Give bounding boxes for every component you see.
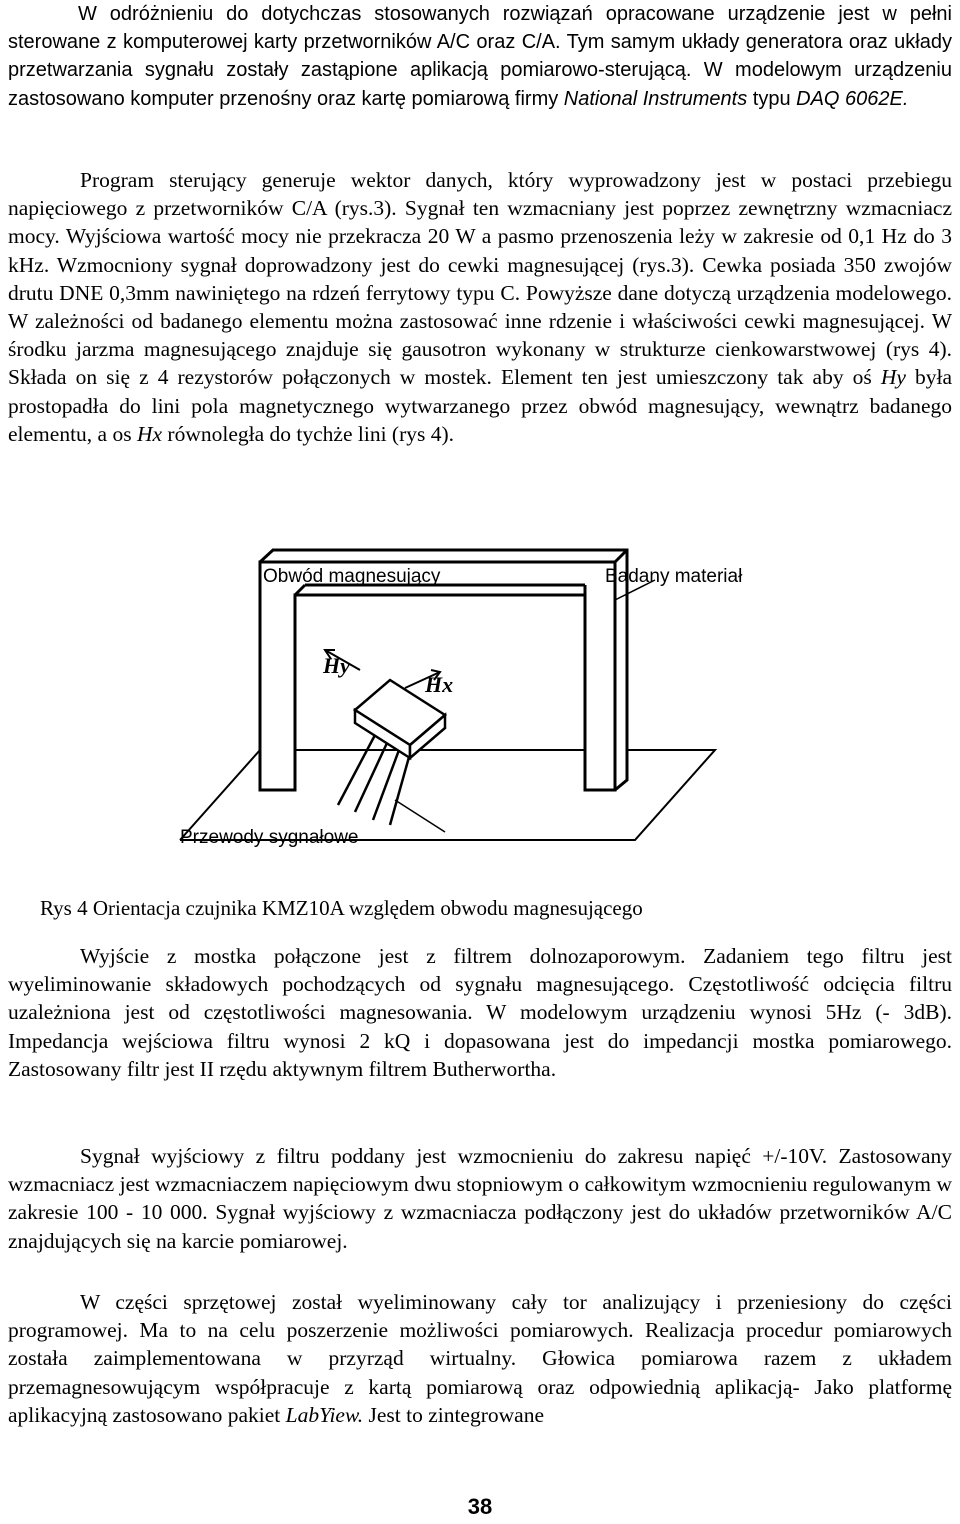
paragraph-4 <box>8 1142 952 1255</box>
paragraph-2 <box>8 166 952 448</box>
paragraph-2-text: Program sterujący generuje wektor danych, który wyprowadzony jest w postaci przebiegu napięciowego z przetworników C/A (rys.3). Sygnał ten wzmacniany jest poprzez zewnętrzny wzmacniacz mocy. Wyjściowa wartość mocy nie przekracza 20 W a pasmo przenoszenia leży w zakresie od 0,1 Hz do 3 kHz. Wzmocniony sygnał doprowadzony jest do cewki magnesującej (rys.3). Cewka posiada 350 zwojów drutu DNE 0,3mm nawiniętego na rdzeń ferrytowy typu C. Powyższe dane dotyczą urządzenia modelowego. W zależności od badanego elementu można zastosować inne rdzenie i właściwości cewki magnesującej. W środku jarzma magnesującego znajduje się gausotron wykonany w strukturze cienkowarstwowej (rys 4). Składa on się z 4 rezystorów połączonych w mostek. Element ten jest umieszczony tak aby oś <box>8 168 952 390</box>
paragraph-1-text: W odróżnieniu do dotychczas stosowanych rozwiązań opracowane urządzenie jest w pełni sterowane z komputerowej karty przetworników A/C oraz C/A. Tym samym układy generatora oraz układy przetwarzania sygnału zostały zastąpione aplikacją pomiarowo-sterującą. W modelowym urządzeniu zastosowano komputer przenośny oraz kartę pomiarową firmy <box>8 3 952 110</box>
figure-sensor-orientation <box>175 540 795 860</box>
paragraph-1 <box>8 0 952 113</box>
paragraph-3-text: Wyjście z mostka połączone jest z filtrem dolnozaporowym. Zadaniem tego filtru jest wyeliminowanie składowych pochodzących od sygnału magnesującego. Częstotliwość odcięcia filtru uzależniona jest od częstotliwości magnesowania. W modelowym urządzeniu wynosi 5Hz (- 3dB). Impedancja wejściowa filtru wynosi 2 kQ i dopasowana jest do impedancji mostka pomiarowego. Zastosowany filtr jest II rzędu aktywnym filtrem Butherwortha. <box>8 944 952 1081</box>
paragraph-3 <box>8 942 952 1083</box>
paragraph-2-italic-hy: Hy <box>880 365 906 390</box>
label-hy-axis: Hy <box>323 653 350 678</box>
sensor-chip <box>338 680 445 825</box>
paragraph-1-italic-company: National Instruments <box>563 87 748 110</box>
label-tested-material: Badany materiał <box>605 566 743 587</box>
label-signal-wires: Przewody sygnałowe <box>180 827 359 848</box>
paragraph-2-italic-hx: Hx <box>136 421 163 446</box>
page-number: 38 <box>467 1494 493 1519</box>
paragraph-2-text-2: była prostopadła do lini pola magnetycznego wytwarzanego przez obwód magnesujący, wewnątrz badanego elementu, a os <box>8 365 952 446</box>
paragraph-5-text: W części sprzętowej został wyeliminowany cały tor analizujący i przeniesiony do części programowej. Ma to na celu poszerzenie możliwości pomiarowych. Realizacja procedur pomiarowych została zaimplementowana w przyrząd wirtualny. Głowica pomiarowa razem z układem przemagnesowującym współpracuje z kartą pomiarową oraz odpowiednią aplikacją- Jako platformę aplikacyjną zastosowano pakiet <box>8 1290 952 1427</box>
label-hx-axis: Hx <box>425 672 454 697</box>
paragraph-5 <box>8 1288 952 1429</box>
paragraph-1-text-2: typu <box>747 87 797 110</box>
paragraph-1-italic-model: DAQ 6062E. <box>796 87 909 110</box>
label-magnetizing-circuit: Obwód magnesujący <box>263 566 441 587</box>
paragraph-5-italic-labview: LabYiew. <box>285 1402 364 1427</box>
paragraph-4-text: Sygnał wyjściowy z filtru poddany jest wzmocnieniu do zakresu napięć +/-10V. Zastosowany wzmacniacz jest wzmacniaczem napięciowym dwu stopniowym o całkowitym wzmocnieniu regulowanym w zakresie 100 - 10 000. Sygnał wyjściowy z wzmacniacza podłączony jest do układów przetworników A/C znajdujących się na karcie pomiarowej. <box>8 1144 952 1253</box>
paragraph-2-text-3: równoległa do tychże lini (rys 4). <box>162 421 455 446</box>
figure-caption: Rys 4 Orientacja czujnika KMZ10A względem obwodu magnesującego <box>40 896 643 920</box>
paragraph-5-text-2: Jest to zintegrowane <box>363 1402 544 1427</box>
